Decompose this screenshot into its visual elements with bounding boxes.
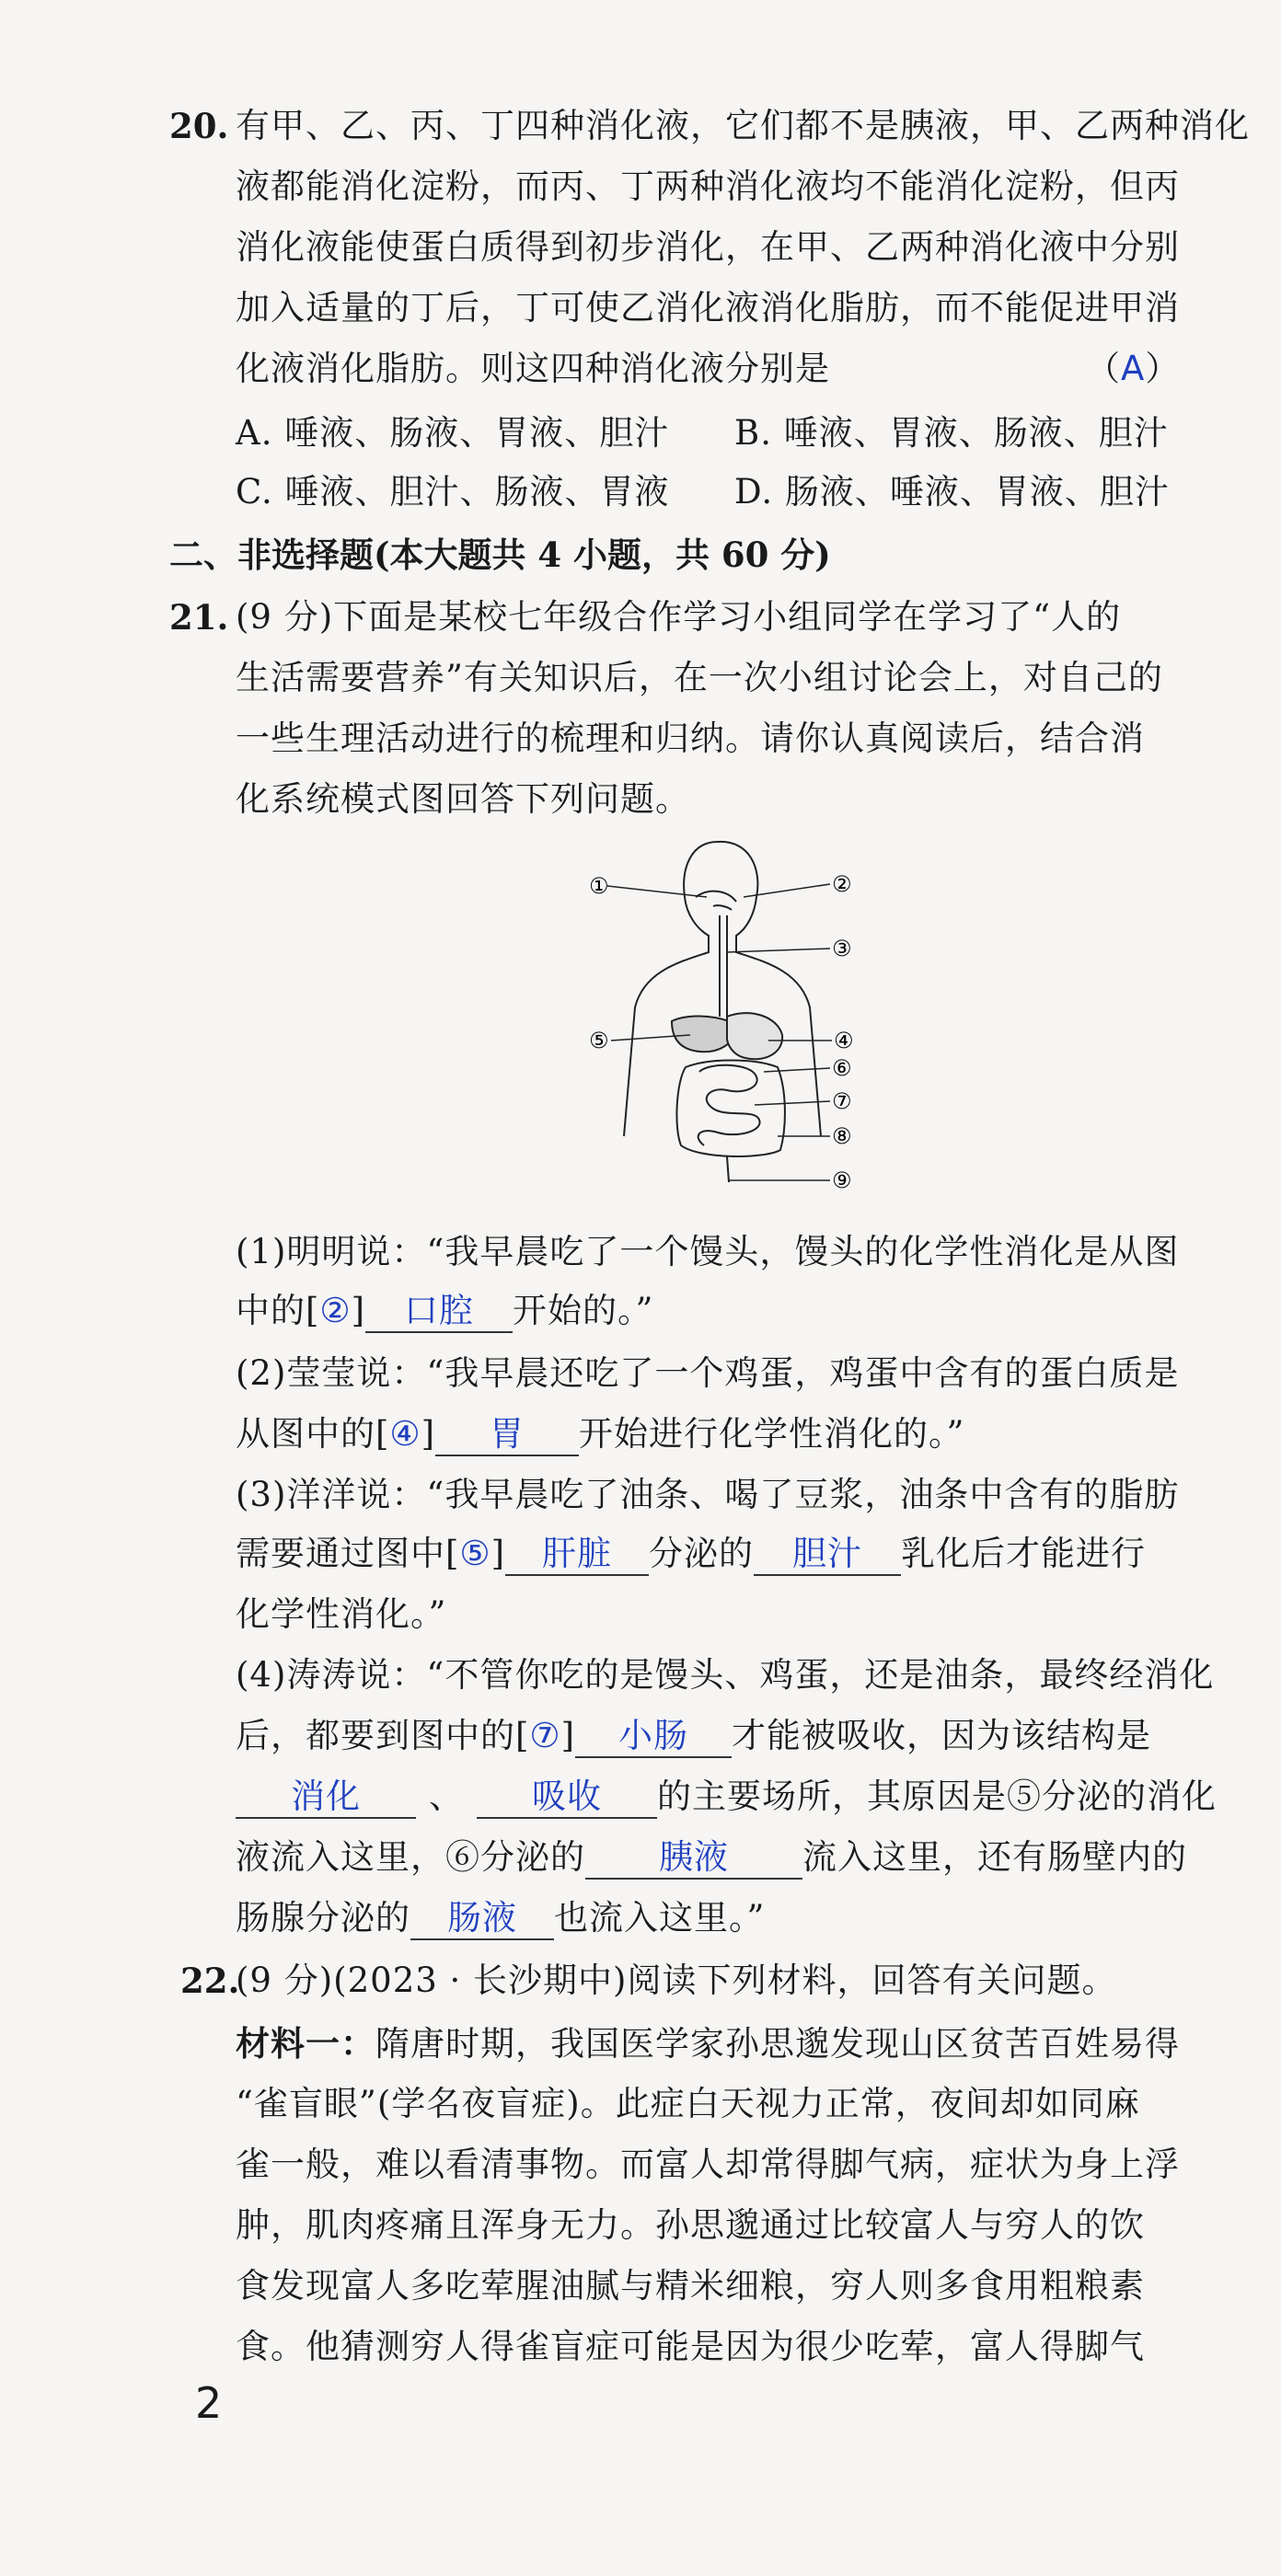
q21-intro-4: 化系统模式图回答下列问题。	[236, 779, 690, 819]
q22-line1: (9 分)(2023 · 长沙期中)阅读下列材料，回答有关问题。	[236, 1961, 1117, 2000]
diagram-label-2: ②	[832, 871, 852, 897]
q21-intro-1: (9 分)下面是某校七年级合作学习小组同学在学习了“人的	[236, 597, 1122, 637]
q21-number: 21.	[169, 597, 229, 638]
stomach	[727, 1013, 782, 1059]
q20-line-3: 消化液能使蛋白质得到初步消化，在甲、乙两种消化液中分别	[236, 227, 1180, 267]
q21-p3-line1: (3)洋洋说：“我早晨吃了油条、喝了豆浆，油条中含有的脂肪	[236, 1475, 1180, 1514]
q21-p4-blank1: 小肠	[575, 1716, 732, 1758]
q20-number: 20.	[169, 106, 229, 146]
q21-p4-blank2: 消化	[236, 1777, 416, 1819]
q21-p4-line1: (4)涛涛说：“不管你吃的是馒头、鸡蛋，还是油条，最终经消化	[236, 1655, 1215, 1695]
q22-material-line2: “雀盲眼”(学名夜盲症)。此症白天视力正常，夜间却如同麻	[236, 2084, 1140, 2123]
head-outline	[624, 842, 718, 1136]
diagram-label-4: ④	[834, 1028, 854, 1053]
small-intestine	[698, 1065, 760, 1145]
q22-material-line3: 雀一般，难以看清事物。而富人却常得脚气病，症状为身上浮	[236, 2145, 1180, 2184]
q20-line-2: 液都能消化淀粉，而丙、丁两种消化液均不能消化淀粉，但丙	[236, 167, 1180, 206]
q21-p4-line5: 肠腺分泌的 肠液 也流入这里。”	[236, 1895, 765, 1941]
large-intestine	[676, 1061, 785, 1156]
q21-intro-3: 一些生理活动进行的梳理和归纳。请你认真阅读后，结合消	[236, 719, 1145, 758]
q21-p4-line2: 后，都要到图中的[⑦] 小肠 才能被吸收，因为该结构是	[236, 1713, 1151, 1759]
q21-p1-line2: 中的[②] 口腔 开始的。”	[236, 1288, 653, 1334]
q20-line-4: 加入适量的丁后，丁可使乙消化液消化脂肪，而不能促进甲消	[236, 288, 1180, 328]
q21-p1-blank: 口腔	[365, 1291, 513, 1333]
diagram-label-1: ①	[589, 873, 609, 899]
q20-option-c: C. 唾液、胆汁、肠液、胃液	[236, 472, 670, 512]
material-label: 材料一：	[236, 2023, 375, 2064]
page-number: 2	[195, 2378, 223, 2428]
q21-p3-line2: 需要通过图中[⑤] 肝脏 分泌的 胆汁 乳化后才能进行	[236, 1531, 1146, 1577]
q20-answer-bracket: （A）	[1086, 349, 1181, 388]
q22-material-line5: 食发现富人多吃荤腥油腻与精米细粮，穷人则多食用粗粮素	[236, 2266, 1145, 2306]
q21-p4-blank3: 吸收	[477, 1777, 657, 1819]
q21-intro-2: 生活需要营养”有关知识后，在一次小组讨论会上，对自己的	[236, 658, 1163, 697]
q20-option-b: B. 唾液、胃液、肠液、胆汁	[734, 413, 1169, 453]
diagram-label-7: ⑦	[832, 1088, 852, 1114]
diagram-label-9: ⑨	[832, 1167, 852, 1193]
q21-p2-blank: 胃	[435, 1414, 579, 1456]
q21-p1-line1: (1)明明说：“我早晨吃了一个馒头，馒头的化学性消化是从图	[236, 1232, 1180, 1271]
q21-p4-line3: 消化 、 吸收 的主要场所，其原因是⑤分泌的消化	[236, 1774, 1217, 1820]
q21-p4-blank5: 肠液	[410, 1898, 554, 1940]
q20-answer: A	[1121, 349, 1146, 388]
esophagus	[720, 915, 727, 1017]
q20-option-a: A. 唾液、肠液、胃液、胆汁	[236, 413, 670, 453]
q21-p3-blank1: 肝脏	[505, 1534, 649, 1576]
q21-p3-line3: 化学性消化。”	[236, 1594, 447, 1634]
diagram-label-8: ⑧	[832, 1123, 852, 1149]
q22-material-line6: 食。他猜测穷人得雀盲症可能是因为很少吃荤，富人得脚气	[236, 2327, 1145, 2366]
q21-p4-blank4: 胰液	[585, 1837, 802, 1880]
digestive-system-diagram	[589, 833, 883, 1201]
q20-line-5: 化液消化脂肪。则这四种消化液分别是	[236, 349, 830, 388]
q21-p3-blank2: 胆汁	[754, 1534, 901, 1576]
diagram-label-3: ③	[832, 936, 852, 961]
q22-material-line4: 肿，肌肉疼痛且浑身无力。孙思邈通过比较富人与穷人的饮	[236, 2205, 1145, 2245]
q20-option-d: D. 肠液、唾液、胃液、胆汁	[734, 472, 1170, 512]
q21-p2-line1: (2)莹莹说：“我早晨还吃了一个鸡蛋，鸡蛋中含有的蛋白质是	[236, 1353, 1180, 1393]
q22-material-line1: 材料一：隋唐时期，我国医学家孙思邈发现山区贫苦百姓易得	[236, 2023, 1180, 2064]
q21-p2-line2: 从图中的[④] 胃 开始进行化学性消化的。”	[236, 1411, 964, 1457]
diagram-label-6: ⑥	[832, 1055, 852, 1081]
q21-p4-line4: 液流入这里，⑥分泌的 胰液 流入这里，还有肠壁内的	[236, 1834, 1187, 1880]
section-heading: 二、非选择题(本大题共 4 小题，共 60 分)	[169, 535, 831, 575]
q20-line-1: 有甲、乙、丙、丁四种消化液，它们都不是胰液，甲、乙两种消化	[236, 106, 1250, 145]
diagram-label-5: ⑤	[589, 1028, 609, 1053]
q22-number: 22.	[180, 1961, 240, 2001]
